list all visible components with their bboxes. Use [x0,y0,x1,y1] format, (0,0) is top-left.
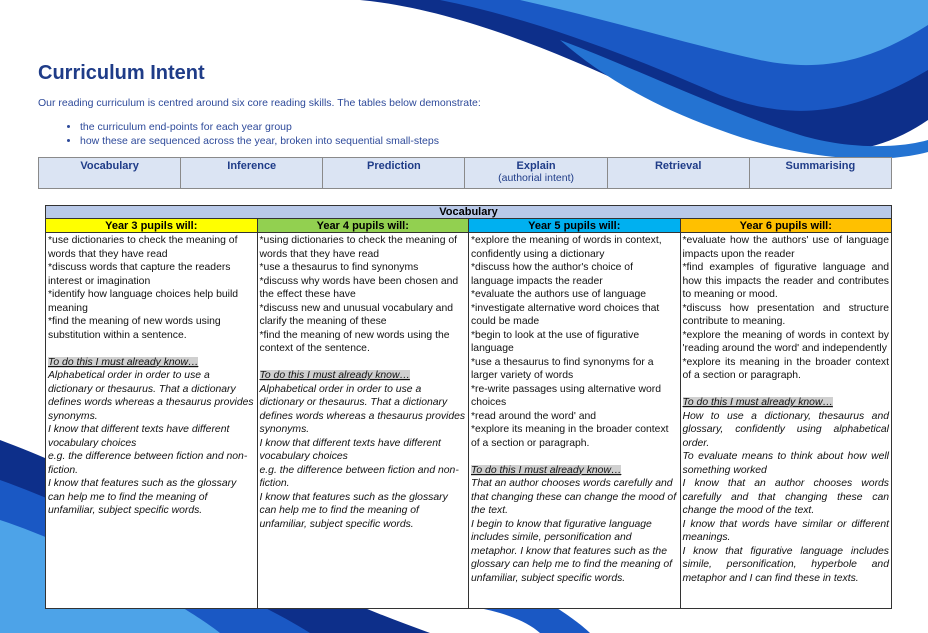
year-5-will-item: *re-write passages using alternative word choices [471,383,662,408]
year-4-will-item: *using dictionaries to check the meaning of words that they have read [259,235,458,260]
year-6-cell [680,233,892,609]
year-5-header: Year 5 pupils will: [469,219,681,233]
year-5-will-item: *explore its meaning in the broader context of a section or paragraph. [471,424,669,449]
year-4-header: Year 4 pupils will: [257,219,469,233]
year-4-know-item: I know that different texts have different vocabulary choices [259,437,441,462]
skill-cell-summarising [749,158,891,189]
year-6-know-item: I know that figurative language includes simile, personification, hyperbole and metaphor and I can find these in texts. [682,545,889,584]
skill-cell-vocabulary [39,158,181,189]
year-3-will-item: *use dictionaries to check the meaning of words that they have read [48,235,238,260]
year-content-row [46,233,892,609]
intro-text: Our reading curriculum is centred around six core reading skills. The tables below demonstrate: [38,97,481,109]
skill-label: Inference [227,160,277,172]
intro-bullets [62,120,439,148]
spacer [260,356,467,370]
year-6-will-item: *discuss how presentation and structure contribute to meaning. [682,302,889,327]
year-4-will-item: *find the meaning of new words using the context of the sentence. [259,329,450,354]
bullet-item: • the curriculum end-points for each year group [80,120,439,134]
year-6-know-item: I know that words have similar or different meanings. [682,518,889,543]
year-4-will-item: *discuss new and unusual vocabulary and clarify the meaning of these [259,302,454,327]
year-3-will-item: *find the meaning of new words using substitution within a sentence. [48,316,221,341]
year-6-will-item: *evaluate how the authors' use of language impacts upon the reader [682,235,889,260]
year-4-know-item: Alphabetical order in order to use a dictionary or thesaurus. That a dictionary defines words whereas a thesaurus provides synonyms. [259,383,466,435]
year-3-know-item: e.g. the difference between fiction and non-fiction. [48,451,248,476]
skill-label: Explain [516,160,556,172]
skills-row [39,158,892,189]
spacer [683,383,890,397]
skill-cell-retrieval [607,158,749,189]
year-3-will-item: *identify how language choices help build meaning [48,289,239,314]
year-5-must-know-label: To do this I must already know… [471,464,622,476]
year-3-know-item: I know that different texts have different vocabulary choices [48,424,230,449]
skill-cell-inference [181,158,323,189]
skill-label: Vocabulary [80,160,139,172]
skill-label: Retrieval [654,160,702,172]
vocab-heading: Vocabulary [46,206,892,219]
skill-cell-prediction [323,158,465,189]
year-6-know-item: I know that an author chooses words carefully and that changing these can change the mood of the text. [682,478,889,516]
page-title: Curriculum Intent [38,62,205,84]
year-6-know-item: To evaluate means to think about how well something worked [682,451,889,476]
year-5-will-item: *discuss how the author's choice of language impacts the reader [471,262,633,287]
year-5-will-item: *evaluate the authors use of language [471,289,647,300]
year-5-know-item: That an author chooses words carefully and that changing these can change the mood of the text. [471,478,677,516]
spacer [48,342,255,356]
skill-label: Prediction [366,160,421,172]
year-3-know-item: Alphabetical order in order to use a dictionary or thesaurus. That a dictionary defines words whereas a thesaurus provides synonyms. [48,370,254,422]
skill-sublabel: (authorial intent) [498,172,574,184]
year-6-will-item: *explore its meaning in the broader context of a section or paragraph. [682,356,889,381]
year-3-header: Year 3 pupils will: [46,219,258,233]
year-4-will-item: *discuss why words have been chosen and the effect these have [259,275,459,300]
year-4-cell [257,233,469,609]
year-header-row [46,219,892,233]
year-5-will-item: *use a thesaurus to find synonyms for a larger variety of words [471,356,654,381]
year-6-must-know-label: To do this I must already know… [682,397,833,408]
year-5-cell [469,233,681,609]
year-3-know-item: I know that features such as the glossary can help me to find the meaning of unfamiliar, subject specific words. [48,478,237,516]
year-6-know-item: How to use a dictionary, thesaurus and glossary, confidently using alphabetical order. [682,410,889,449]
reading-skills-table [38,157,892,189]
year-3-must-know-label: To do this I must already know… [48,356,199,368]
year-4-must-know-label: To do this I must already know… [259,370,410,381]
year-4-will-item: *use a thesaurus to find synonyms [259,262,419,273]
year-6-header: Year 6 pupils will: [680,219,892,233]
year-3-will-item: *discuss words that capture the readers interest or imagination [48,262,231,287]
year-4-know-item: e.g. the difference between fiction and non-fiction. [259,464,459,489]
year-3-cell [46,233,258,609]
year-6-will-item: *explore the meaning of words in context by 'reading around the word' and independently [682,329,889,354]
skill-cell-explain [465,158,607,189]
spacer [471,450,678,464]
year-4-know-item: I know that features such as the glossary can help me to find the meaning of unfamiliar, subject specific words. [259,491,448,530]
year-5-will-item: *explore the meaning of words in context, confidently using a dictionary [471,235,662,260]
year-5-will-item: *begin to look at the use of figurative language [471,329,640,354]
vocabulary-progression-table [45,205,892,609]
bullet-item: • how these are sequenced across the year, broken into sequential small-steps [80,134,439,148]
year-5-know-item: I begin to know that figurative language includes simile, personification and metaphor. I know that features such as the glossary can help me to find the meaning of unfamiliar, subject specific words. [471,518,673,584]
year-6-will-item: *find examples of figurative language and how this impacts the reader and contributes to meaning or mood. [682,262,889,300]
vocab-heading-row [46,206,892,219]
year-5-will-item: *investigate alternative word choices that could be made [471,302,660,327]
skill-label: Summarising [785,160,856,172]
year-5-will-item: *read around the word' and [471,410,597,422]
